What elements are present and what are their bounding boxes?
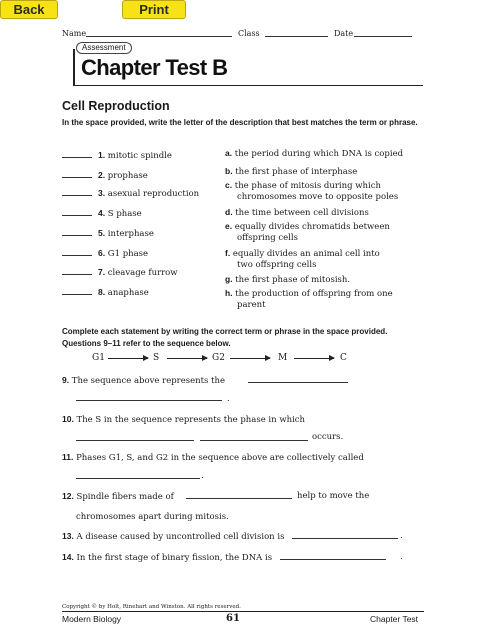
name-line [86, 36, 232, 37]
description-item: a. the period during which DNA is copied [225, 148, 404, 159]
answer-line[interactable] [248, 382, 348, 383]
page-number: 61 [226, 613, 240, 624]
section-title: Cell Reproduction [62, 99, 170, 113]
sequence-step: G1 [92, 353, 105, 363]
arrow-right-icon [167, 358, 207, 359]
term-item: 3. asexual reproduction [62, 188, 199, 199]
back-button[interactable]: Back [0, 0, 58, 19]
term-item: 6. G1 phase [62, 248, 148, 259]
question-13-end: . [400, 531, 403, 541]
description-item: g. the first phase of mitosish. [225, 274, 351, 285]
footer-chapter-label: Chapter Test [370, 614, 419, 624]
arrow-right-icon [294, 358, 334, 359]
answer-blank[interactable] [62, 172, 92, 178]
question-10-end: occurs. [312, 432, 344, 442]
answer-blank[interactable] [62, 152, 92, 158]
answer-blank[interactable] [62, 289, 92, 295]
class-label: Class [238, 29, 260, 38]
arrow-right-icon [108, 358, 148, 359]
print-button[interactable]: Print [122, 0, 186, 19]
question-12-continued: chromosomes apart during mitosis. [76, 512, 229, 522]
question-12-mid: help to move the [297, 491, 370, 501]
footer-book-title: Modern Biology [62, 614, 122, 624]
sequence-instructions: Questions 9–11 refer to the sequence below. [62, 339, 231, 348]
question-13: 13. A disease caused by uncontrolled cell division is [62, 531, 285, 542]
description-item: e. equally divides chromatids between offspring cells [225, 221, 390, 243]
sequence-step: M [278, 353, 288, 363]
answer-blank[interactable] [62, 230, 92, 236]
question-11-end: . [201, 471, 204, 481]
question-14: 14. In the first stage of binary fission, the DNA is [62, 552, 273, 563]
answer-line[interactable] [186, 498, 292, 499]
footer-rule [62, 611, 424, 612]
answer-line[interactable] [280, 559, 386, 560]
sequence-step: G2 [212, 353, 225, 363]
page-title: Chapter Test B [81, 55, 228, 80]
question-12: 12. Spindle fibers made of [62, 491, 174, 502]
term-item: 8. anaphase [62, 287, 149, 298]
answer-line[interactable] [76, 478, 200, 479]
term-item: 5. interphase [62, 228, 154, 239]
title-accent-bar [73, 49, 75, 85]
copyright-notice: Copyright © by Holt, Rinehart and Winston. All rights reserved. [62, 604, 241, 610]
name-label: Name [62, 29, 87, 38]
answer-blank[interactable] [62, 250, 92, 256]
term-item: 4. S phase [62, 208, 142, 219]
answer-blank[interactable] [62, 190, 92, 196]
answer-line[interactable] [200, 440, 308, 441]
description-item: c. the phase of mitosis during which chromosomes move to opposite poles [225, 180, 399, 202]
description-item: d. the time between cell divisions [225, 207, 369, 218]
arrow-right-icon [230, 358, 270, 359]
question-9-end: . [227, 394, 230, 404]
term-item: 1. mitotic spindle [62, 150, 172, 161]
description-item: b. the first phase of interphase [225, 166, 358, 177]
date-label: Date [334, 29, 354, 38]
description-item: h. the production of offspring from one parent [225, 288, 393, 310]
term-item: 7. cleavage furrow [62, 267, 178, 278]
sequence-step: C [340, 353, 347, 363]
matching-instructions: In the space provided, write the letter of the description that best matches the term or phrase. [62, 118, 418, 127]
description-item: f. equally divides an animal cell into two offspring cells [225, 248, 380, 270]
class-line [265, 36, 328, 37]
question-14-end: . [400, 552, 403, 562]
completion-instructions: Complete each statement by writing the correct term or phrase in the space provided. [62, 327, 388, 336]
question-9: 9. The sequence above represents the [62, 375, 226, 386]
title-underline [73, 85, 423, 86]
answer-blank[interactable] [62, 269, 92, 275]
term-item: 2. prophase [62, 170, 148, 181]
answer-blank[interactable] [62, 210, 92, 216]
question-10: 10. The S in the sequence represents the phase in which [62, 414, 306, 425]
sequence-step: S [153, 353, 160, 363]
question-11: 11. Phases G1, S, and G2 in the sequence above are collectively called [62, 452, 364, 463]
assessment-badge: Assessment [76, 42, 132, 54]
answer-line[interactable] [76, 400, 222, 401]
date-line [354, 36, 412, 37]
answer-line[interactable] [76, 440, 194, 441]
answer-line[interactable] [292, 538, 398, 539]
